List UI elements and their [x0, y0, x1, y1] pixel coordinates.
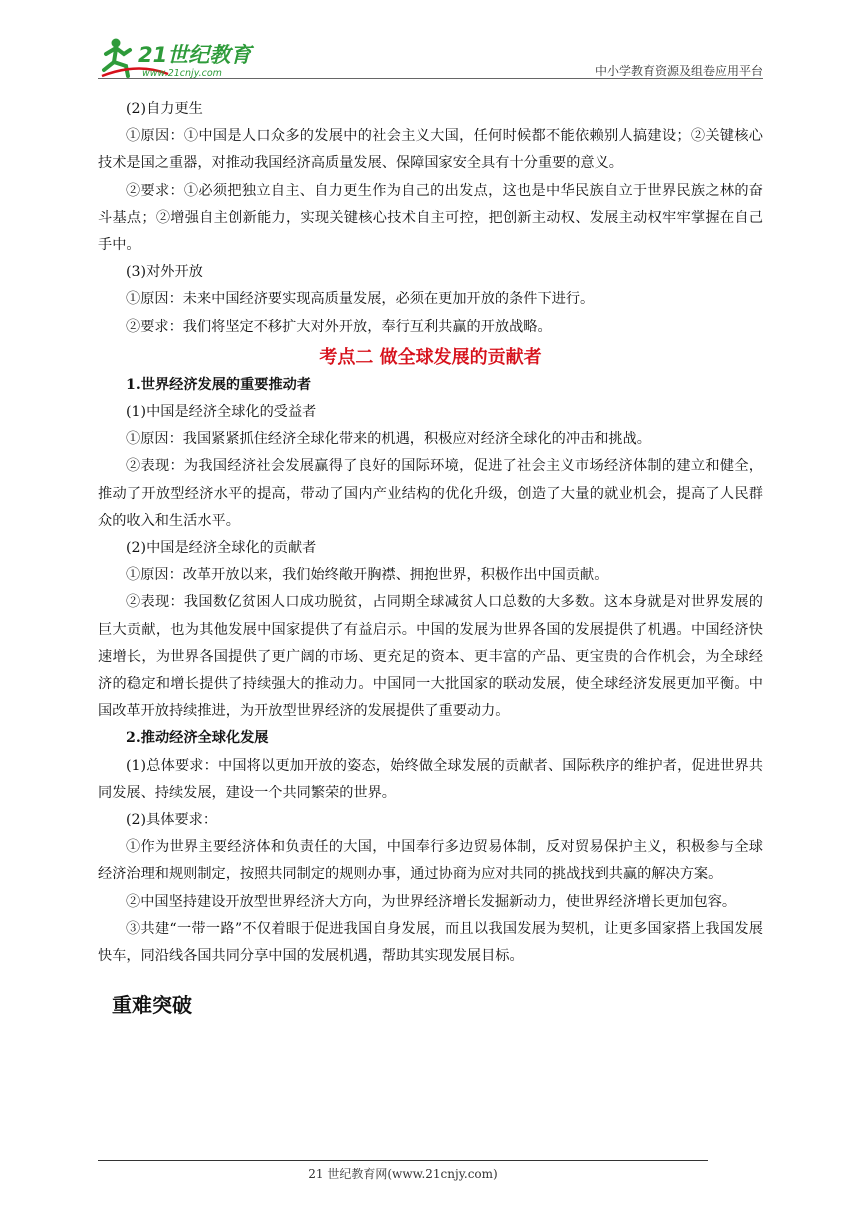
logo-url: www.21cnjy.com: [142, 68, 222, 79]
logo: [98, 32, 268, 80]
footer-divider: [98, 1160, 708, 1161]
footer-text: 21 世纪教育网(www.21cnjy.com): [308, 1167, 498, 1181]
paragraph: (2)中国是经济全球化的贡献者: [126, 540, 317, 557]
subsection-heading: 2.推动经济全球化发展: [126, 730, 269, 747]
page-header: [98, 28, 763, 80]
paragraph: ①原因：我国紧紧抓住经济全球化带来的机遇，积极应对经济全球化的冲击和挑战。: [126, 431, 651, 448]
paragraph: ①原因：①中国是人口众多的发展中的社会主义大国，任何时候都不能依赖别人搞建设；②关键核心技术是国之重器，对推动我国经济高质量发展、保障国家安全具有十分重要的意义。: [98, 128, 763, 172]
paragraph: (1)总体要求：中国将以更加开放的姿态，始终做全球发展的贡献者、国际秩序的维护者，促进世界共同发展、持续发展，建设一个共同繁荣的世界。: [98, 757, 763, 801]
paragraph: (2)具体要求：: [126, 812, 218, 829]
logo-text: 21世纪教育: [138, 43, 252, 67]
paragraph: (2)自力更生: [126, 101, 203, 117]
document-body: [98, 96, 763, 1020]
paragraph: ①原因：未来中国经济要实现高质量发展，必须在更加开放的条件下进行。: [126, 291, 595, 308]
section-title: 考点二 做全球发展的贡献者: [319, 346, 542, 368]
paragraph: ②要求：我们将坚定不移扩大对外开放，奉行互利共赢的开放战略。: [126, 318, 552, 335]
platform-name: 中小学教育资源及组卷应用平台: [594, 64, 763, 78]
paragraph: ②要求：①必须把独立自主、自力更生作为自己的出发点，这也是中华民族自立于世界民族之林的奋斗基点；②增强自主创新能力，实现关键核心技术自主可控，把创新主动权、发展主动权牢牢掌握在自己手中。: [98, 182, 763, 254]
major-heading: 重难突破: [112, 993, 192, 1018]
header-divider: [98, 78, 763, 79]
paragraph: ①作为世界主要经济体和负责任的大国，中国奉行多边贸易体制，反对贸易保护主义，积极参与全球经济治理和规则制定，按照共同制定的规则办事，通过协商为应对共同的挑战找到共赢的解决方案。: [98, 839, 763, 883]
paragraph: ①原因：改革开放以来，我们始终敞开胸襟、拥抱世界，积极作出中国贡献。: [126, 567, 609, 584]
paragraph: ②表现：我国数亿贫困人口成功脱贫，占同期全球减贫人口总数的大多数。这本身就是对世界发展的巨大贡献，也为其他发展中国家提供了有益启示。中国的发展为世界各国的发展提供了机遇。中国经济快速增长，为世界各国提供了更广阔的市场、更充足的资本、更丰富的产品、更宝贵的合作机会，为全球经济的稳定和增长提供了持续强大的推动力。中国同一大批国家的联动发展，使全球经济发展更加平衡。中国改革开放持续推进，为开放型世界经济的发展提供了重要动力。: [98, 594, 763, 720]
paragraph: ③共建“一带一路”不仅着眼于促进我国自身发展，而且以我国发展为契机，让更多国家搭上我国发展快车，同沿线各国共同分享中国的发展机遇，帮助其实现发展目标。: [98, 920, 763, 965]
paragraph: ②表现：为我国经济社会发展赢得了良好的国际环境，促进了社会主义市场经济体制的建立和健全，推动了开放型经济水平的提高，带动了国内产业结构的优化升级，创造了大量的就业机会，提高了人民群众的收入和生活水平。: [98, 458, 763, 529]
subsection-heading: 1.世界经济发展的重要推动者: [126, 376, 312, 393]
paragraph: (1)中国是经济全球化的受益者: [126, 404, 317, 421]
paragraph: (3)对外开放: [126, 264, 203, 281]
paragraph: ②中国坚持建设开放型世界经济大方向，为世界经济增长发掘新动力，使世界经济增长更加包容。: [126, 893, 737, 910]
